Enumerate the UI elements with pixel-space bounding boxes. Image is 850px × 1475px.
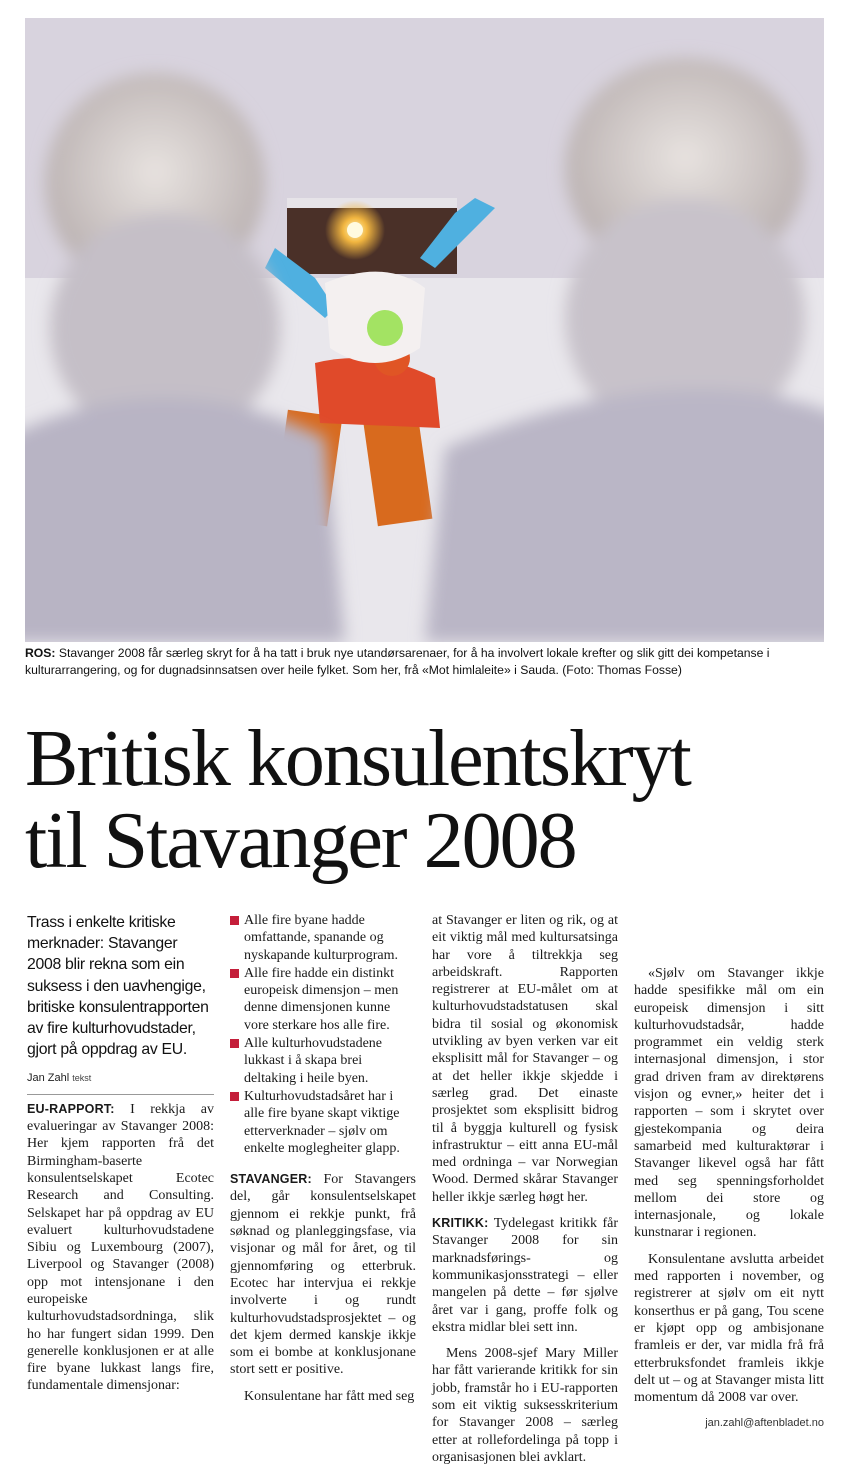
paragraph-stavanger [230,1171,416,1379]
column-3 [432,912,618,1475]
headline-line-1: Britisk konsulentskryt [25,715,690,803]
paragraph-5: Mens 2008-sjef Mary Miller har fått varierande kritikk for sin jobb, framstår ho i EU-rapporten som eit viktig suksesskriterium for Stavanger 2008 – særleg etter at rollefordelinga på topp i organisasjonen blei avklart. [432,1346,618,1465]
list-item [230,1088,416,1157]
caption-text: Stavanger 2008 får særleg skryt for å ha tatt i bruk nye utandørsarenaer, for å ha involvert lokale krefter og slik gitt dei kompetanse i kulturarrangering, og for dugnadsinnsatsen over heile fylket. Som her, frå «Mot himlaleite» i Sauda. (Foto: Thomas Fosse) [25,646,770,677]
column-1 [27,912,214,1404]
paragraph-kritikk [432,1215,618,1336]
headline-line-2: til Stavanger 2008 [25,797,576,885]
bullet-square-icon [230,1039,239,1048]
byline-divider [27,1094,214,1095]
column-4 [634,965,824,1433]
photo-illustration [25,18,824,642]
list-item [230,912,416,964]
kicker-eu-rapport: EU-RAPPORT: [27,1101,115,1116]
article-headline [25,715,825,885]
bullet-text: Alle fire hadde ein distinkt europeisk dimensjon – men denne dimensjonen kunne vore sterkare hos alle fire. [244,965,399,1033]
list-item [230,1035,416,1087]
bullet-square-icon [230,969,239,978]
paragraph-1-text: I rekkja av evalueringar av Stavanger 2008: Her kjem rapporten frå det Birmingham-baserte konsulentselskapet Ecotec Research and Consulting. Selskapet har på oppdrag av EU evaluert kulturhovudstadene Sibiu og Luxembourg (2007), Liverpool og Stavanger (2008) opp mot intensjonane i den europeiske kulturhovudstadsordninga, slik ho har fungert sidan 1999. Den generelle konklusjonen er at alle fire byane lukkast langs fire, fundamentale dimensjonar: [27,1101,214,1394]
byline [27,1070,214,1087]
article-lead: Trass i enkelte kritiske merknader: Stavanger 2008 blir rekna som ein suksess i den uavhengige, britiske konsulentrapporten av fire kulturhovudstader, gjort på oppdrag av EU. [27,914,209,1059]
bullet-text: Kulturhovudstadsåret har i alle fire byane skapt viktige etterverknader – sjølv om enkelte moglegheiter glapp. [244,1088,400,1156]
paragraph-6: «Sjølv om Stavanger ikkje hadde spesifikke mål om ein europeisk dimensjon i sitt kulturhovudstadsår, hadde programmet ein veldig sterk internasjonal dimensjon, i stor grad driven fram av direktørens visjon og evner,» heiter det i rapporten – som i skrytet over gjestekompania og deira samarbeid med kulturaktørar i Stavanger likevel også har fått med seg spenningsforholdet mellom dei store og internasjonale, og lokale kunstnarar i regionen. [634,966,824,1241]
paragraph-4-text: Tydelegast kritikk får Stavanger 2008 for sin marknadsførings- og kommunikasjonsstrategi – eller mangelen på dette – før sjølve året var i gang, proffe folk og ekstra midlar blei sett inn. [432,1216,618,1335]
author-email: jan.zahl@aftenbladet.no [705,1417,824,1430]
bullet-square-icon [230,1092,239,1101]
bullet-square-icon [230,916,239,925]
bullet-text: Alle fire byane hadde omfattande, spanande og nyskapande kulturprogram. [244,913,398,963]
bullet-text: Alle kulturhovudstadene lukkast i å skapa brei deltaking i heile byen. [244,1036,383,1086]
caption-label: ROS: [25,646,56,660]
paragraph-3-continued: at Stavanger er liten og rik, og at eit viktig mål med kultursatsinga har vore å tiltrekkja seg arbeidskraft. Rapporten registrerer at EU-målet om at kulturhovudstadstatusen skal bidra til sosial og økonomisk utvikling av byen verken var eit eksplisitt mål for Stavanger – og at det heller ikkje skjedde i særleg grad. Det einaste prosjektet som eksplisitt bidrog til å byggja kulturell og fysisk infrastruktur – eitt anna EU-mål med ordninga – var Norwegian Wood. Dermed skårar Stavanger heller ikkje særleg høgt her. [432,913,618,1205]
paragraph-7: Konsulentane avslutta arbeidet med rapporten i november, og registrerer at sjølv om eit nytt konserthus er på gang, Tou scene er kjøpt opp og ambisjonane framleis er der, var midla frå frå etterbruksfondet framleis ikkje delt ut – og at Stavanger mista litt momentum då 2008 var over. [634,1251,824,1406]
column-2 [230,912,416,1405]
article-photo [25,18,824,642]
list-item [230,965,416,1034]
paragraph-2-text: For Stavangers del, går konsulentselskapet gjennom ei rekkje punkt, frå søknad og planleggingsfase, via visjonar og mål for året, og til gjennomføring og etterbruk. Ecotec har intervjua ei rekkje involverte i og rundt kulturhovudstadsprosjektet – og det kjem dermed kanskje ikkje som ei bombe at konklusjonane stort sett er positive. [230,1172,416,1378]
paragraph-3: Konsulentane har fått med seg [244,1388,415,1404]
kicker-stavanger: STAVANGER: [230,1172,312,1187]
photo-caption [25,645,825,679]
bullet-list [230,912,416,1157]
byline-name: Jan Zahl [27,1072,70,1085]
kicker-kritikk: KRITIKK: [432,1216,489,1231]
paragraph-eu-rapport [27,1101,214,1395]
byline-role: tekst [72,1073,92,1084]
